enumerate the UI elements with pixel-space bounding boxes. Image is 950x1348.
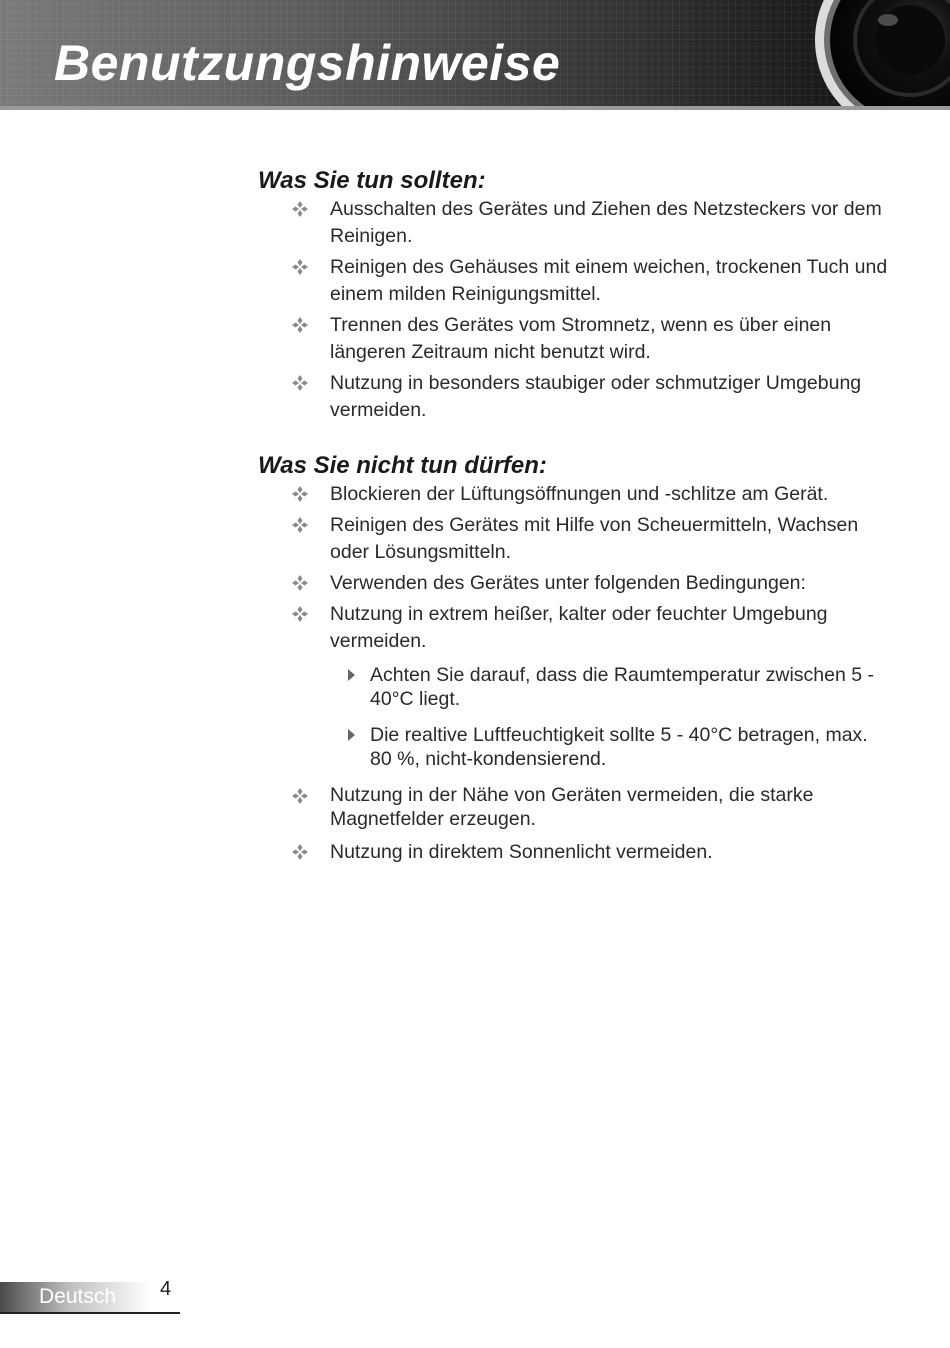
diamond-cluster-icon: [291, 485, 309, 503]
list-item: [258, 481, 888, 508]
diamond-cluster-icon: [291, 200, 309, 218]
sub-list-item-text: Die realtive Luftfeuchtigkeit sollte 5 - 40°C betragen, max. 80 %, nicht-kondensierend.: [370, 724, 868, 770]
footer-language: Deutsch: [39, 1285, 117, 1308]
list-item: [258, 839, 888, 866]
diamond-cluster-icon: [291, 843, 309, 861]
page-footer: [0, 1278, 185, 1318]
header-banner: [0, 0, 950, 110]
page-title: Benutzungshinweise: [54, 35, 561, 91]
list-item-text: Nutzung in besonders staubiger oder schmutziger Umgebung vermeiden.: [330, 372, 862, 421]
diamond-cluster-icon: [291, 787, 309, 805]
triangle-right-icon: [348, 669, 355, 681]
list-item-text: Reinigen des Gerätes mit Hilfe von Scheuermitteln, Wachsen oder Lösungsmitteln.: [330, 514, 859, 563]
list-item-text: Reinigen des Gehäuses mit einem weichen, trockenen Tuch und einem milden Reinigungsmittel.: [330, 256, 888, 305]
diamond-cluster-icon: [291, 316, 309, 334]
diamond-cluster-icon: [291, 574, 309, 592]
section-heading: Was Sie nicht tun dürfen:: [258, 452, 547, 479]
projector-lens-icon: [790, 0, 950, 110]
triangle-right-icon: [348, 729, 355, 741]
list-item: [258, 312, 888, 366]
diamond-cluster-icon: [291, 516, 309, 534]
list-item: [258, 570, 888, 597]
section-do: [258, 166, 888, 424]
bullet-list: [258, 481, 888, 866]
list-item: [258, 601, 888, 771]
list-item: [258, 196, 888, 250]
page-number: 4: [160, 1278, 172, 1300]
list-item: [258, 512, 888, 566]
section-heading: Was Sie tun sollten:: [258, 167, 486, 194]
list-item-text: Nutzung in extrem heißer, kalter oder feuchter Umgebung vermeiden.: [330, 603, 828, 652]
diamond-cluster-icon: [291, 605, 309, 623]
list-item-text: Trennen des Gerätes vom Stromnetz, wenn es über einen längeren Zeitraum nicht benutzt wird.: [330, 314, 832, 363]
sub-bullet-list: [330, 663, 888, 771]
list-item: [258, 254, 888, 308]
main-content: [258, 166, 888, 893]
list-item: [258, 783, 888, 831]
sub-list-item-text: Achten Sie darauf, dass die Raumtemperatur zwischen 5 - 40°C liegt.: [370, 664, 875, 710]
list-item-text: Blockieren der Lüftungsöffnungen und -schlitze am Gerät.: [330, 483, 829, 505]
diamond-cluster-icon: [291, 374, 309, 392]
sub-list-item: [330, 663, 888, 711]
diamond-cluster-icon: [291, 258, 309, 276]
list-item-text: Ausschalten des Gerätes und Ziehen des Netzsteckers vor dem Reinigen.: [330, 198, 882, 247]
list-item: [258, 370, 888, 424]
footer-divider: [0, 1312, 180, 1314]
bullet-list: [258, 196, 888, 424]
list-item-text: Nutzung in der Nähe von Geräten vermeiden, die starke Magnetfelder erzeugen.: [330, 784, 814, 830]
sub-list-item: [330, 723, 888, 771]
list-item-text: Nutzung in direktem Sonnenlicht vermeiden.: [330, 841, 713, 863]
list-item-text: Verwenden des Gerätes unter folgenden Bedingungen:: [330, 572, 806, 594]
section-dont: [258, 451, 888, 866]
